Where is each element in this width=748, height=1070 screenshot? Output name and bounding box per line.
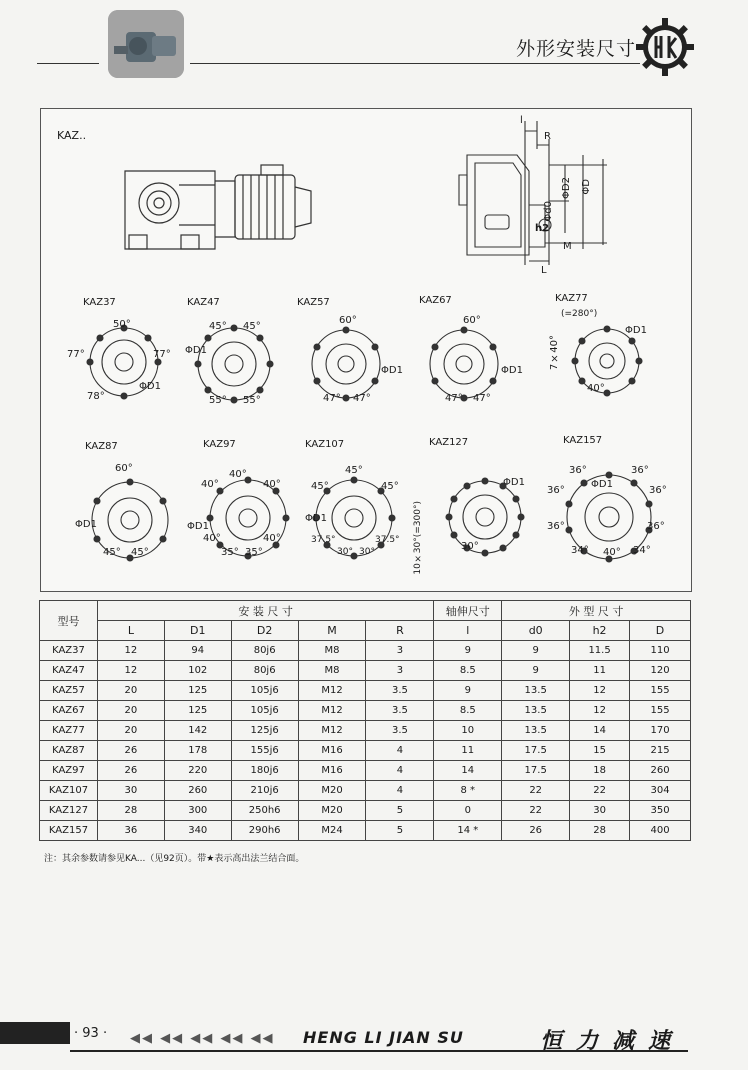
value-cell: 120 — [630, 661, 691, 681]
value-cell: 155 — [630, 681, 691, 701]
flange-angle: 7×40° — [549, 335, 560, 371]
value-cell: 30 — [97, 781, 164, 801]
dimension-table — [39, 600, 691, 841]
value-cell: 125 — [164, 681, 231, 701]
col-header: d0 — [502, 621, 570, 641]
value-cell: 13.5 — [502, 721, 570, 741]
value-cell: 13.5 — [502, 701, 570, 721]
value-cell: 26 — [502, 821, 570, 841]
value-cell: 80j6 — [231, 661, 298, 681]
flange-angle: 30° — [359, 547, 375, 557]
flange-angle: 40° — [263, 533, 281, 544]
flange-angle: 40° — [603, 547, 621, 558]
value-cell: 304 — [630, 781, 691, 801]
flange-angle: 45° — [131, 547, 149, 558]
flange-diameter: ΦD1 — [139, 381, 161, 392]
col-header: D1 — [164, 621, 231, 641]
table-row — [40, 641, 691, 661]
value-cell: M12 — [298, 681, 366, 701]
flange-angle: 30° — [461, 541, 479, 552]
value-cell: 8 * — [434, 781, 502, 801]
flange-angle: 34° — [633, 545, 651, 556]
drawing-frame — [40, 108, 692, 592]
flange-angle: 40° — [203, 533, 221, 544]
value-cell: 22 — [502, 781, 570, 801]
flange-angle: 60° — [115, 463, 133, 474]
value-cell: 5 — [366, 821, 434, 841]
value-cell: 26 — [97, 741, 164, 761]
flange-angle: 45° — [209, 321, 227, 332]
value-cell: 3.5 — [366, 681, 434, 701]
flange-angle: 36° — [547, 521, 565, 532]
flange-angle: 35° — [245, 547, 263, 558]
flange-angle: 40° — [229, 469, 247, 480]
table-row — [40, 681, 691, 701]
table-row — [40, 781, 691, 801]
value-cell: 26 — [97, 761, 164, 781]
col-header: M — [298, 621, 366, 641]
header-rule-left — [37, 63, 99, 64]
value-cell: 94 — [164, 641, 231, 661]
brand-name-english: HENG LI JIAN SU — [303, 1028, 464, 1047]
side-label-D: ΦD — [581, 179, 592, 195]
flange-angle: 40° — [263, 479, 281, 490]
value-cell: 20 — [97, 681, 164, 701]
flange-angle: 34° — [571, 545, 589, 556]
flange-angle: 30° — [337, 547, 353, 557]
flange-angle: 36° — [547, 485, 565, 496]
value-cell: 155j6 — [231, 741, 298, 761]
flange-angle: 77° — [67, 349, 85, 360]
flange-model: KAZ107 — [305, 439, 345, 450]
value-cell: 180j6 — [231, 761, 298, 781]
flange-angle: 36° — [631, 465, 649, 476]
flange-angle: 37.5° — [311, 535, 336, 545]
value-cell: 80j6 — [231, 641, 298, 661]
flange-angle: 35° — [221, 547, 239, 558]
gear-motor-photo — [108, 10, 184, 78]
value-cell: 4 — [366, 761, 434, 781]
side-label-d0: Φd0 — [543, 201, 554, 222]
table-row — [40, 761, 691, 781]
flange-angle: 55° — [243, 395, 261, 406]
value-cell: 340 — [164, 821, 231, 841]
value-cell: 290h6 — [231, 821, 298, 841]
model-cell: KAZ157 — [40, 821, 98, 841]
flange-angle: 45° — [381, 481, 399, 492]
value-cell: 22 — [502, 801, 570, 821]
value-cell: 30 — [570, 801, 630, 821]
flange-diameter: ΦD1 — [503, 477, 525, 488]
col-header: L — [97, 621, 164, 641]
value-cell: M12 — [298, 701, 366, 721]
side-label-l: l — [520, 115, 523, 126]
flange-model: KAZ157 — [563, 435, 603, 446]
value-cell: 260 — [630, 761, 691, 781]
flange-diameter: ΦD1 — [185, 345, 207, 356]
flange-angle: 36° — [649, 485, 667, 496]
value-cell: 14 * — [434, 821, 502, 841]
flange-diameter: ΦD1 — [501, 365, 523, 376]
value-cell: 220 — [164, 761, 231, 781]
model-cell: KAZ97 — [40, 761, 98, 781]
model-cell: KAZ107 — [40, 781, 98, 801]
value-cell: 178 — [164, 741, 231, 761]
value-cell: 0 — [434, 801, 502, 821]
table-row — [40, 701, 691, 721]
model-cell: KAZ127 — [40, 801, 98, 821]
value-cell: M20 — [298, 781, 366, 801]
value-cell: 260 — [164, 781, 231, 801]
table-row — [40, 821, 691, 841]
flange-angle: 36° — [647, 521, 665, 532]
value-cell: 12 — [97, 661, 164, 681]
value-cell: 36 — [97, 821, 164, 841]
col-header: l — [434, 621, 502, 641]
header-group-shaft: 轴伸尺寸 — [434, 601, 502, 621]
value-cell: 12 — [97, 641, 164, 661]
footer-bar — [0, 1022, 70, 1044]
flange-angle: 55° — [209, 395, 227, 406]
value-cell: 215 — [630, 741, 691, 761]
side-label-D2: ΦD2 — [561, 177, 572, 199]
flange-angle: 60° — [339, 315, 357, 326]
flange-diagram — [421, 321, 507, 407]
flange-model: KAZ127 — [429, 437, 469, 448]
value-cell: 15 — [570, 741, 630, 761]
value-cell: 102 — [164, 661, 231, 681]
value-cell: 17.5 — [502, 741, 570, 761]
value-cell: 17.5 — [502, 761, 570, 781]
value-cell: M8 — [298, 661, 366, 681]
flange-angle: 37.5° — [375, 535, 400, 545]
value-cell: M16 — [298, 761, 366, 781]
value-cell: M20 — [298, 801, 366, 821]
flange-diameter: ΦD1 — [305, 513, 327, 524]
col-header: R — [366, 621, 434, 641]
flange-angle: 45° — [345, 465, 363, 476]
flange-model: KAZ47 — [187, 297, 220, 308]
value-cell: 4 — [366, 741, 434, 761]
value-cell: 125 — [164, 701, 231, 721]
value-cell: 11.5 — [570, 641, 630, 661]
flange-diagram — [303, 321, 389, 407]
value-cell: 28 — [97, 801, 164, 821]
value-cell: 3.5 — [366, 721, 434, 741]
flange-model: KAZ77 — [555, 293, 588, 304]
value-cell: M12 — [298, 721, 366, 741]
flange-angle: 77° — [153, 349, 171, 360]
flange-angle: 40° — [201, 479, 219, 490]
value-cell: 300 — [164, 801, 231, 821]
value-cell: 210j6 — [231, 781, 298, 801]
gear-motor-side-view — [453, 115, 613, 285]
value-cell: 4 — [366, 781, 434, 801]
flange-angle: 60° — [463, 315, 481, 326]
flange-angle: 10×30°(=300°) — [413, 501, 423, 575]
company-logo-gear-icon — [636, 18, 694, 76]
value-cell: 3 — [366, 641, 434, 661]
product-photo — [108, 10, 184, 78]
value-cell: 11 — [434, 741, 502, 761]
value-cell: 350 — [630, 801, 691, 821]
flange-model: KAZ37 — [83, 297, 116, 308]
value-cell: 9 — [434, 681, 502, 701]
gear-motor-front-view — [119, 163, 324, 263]
value-cell: 18 — [570, 761, 630, 781]
flange-diameter: ΦD1 — [187, 521, 209, 532]
model-cell: KAZ37 — [40, 641, 98, 661]
flange-diameter: ΦD1 — [381, 365, 403, 376]
flange-angle: 47° — [445, 393, 463, 404]
page-number: · 93 · — [74, 1026, 108, 1041]
brand-name-chinese: 恒力减速 — [540, 1029, 685, 1054]
side-label-h2: h2 — [535, 223, 550, 234]
flange-angle: 45° — [311, 481, 329, 492]
flange-model: KAZ97 — [203, 439, 236, 450]
flange-diameter: ΦD1 — [591, 479, 613, 490]
page-title: 外形安装尺寸 — [515, 38, 636, 60]
value-cell: 8.5 — [434, 661, 502, 681]
value-cell: 22 — [570, 781, 630, 801]
table-row — [40, 661, 691, 681]
value-cell: 11 — [570, 661, 630, 681]
value-cell: 13.5 — [502, 681, 570, 701]
value-cell: 3.5 — [366, 701, 434, 721]
arrow-left-icons: ◀◀ ◀◀ ◀◀ ◀◀ ◀◀ — [130, 1031, 275, 1046]
value-cell: 8.5 — [434, 701, 502, 721]
value-cell: 125j6 — [231, 721, 298, 741]
flange-angle: 47° — [323, 393, 341, 404]
value-cell: 14 — [570, 721, 630, 741]
table-row — [40, 741, 691, 761]
model-cell: KAZ67 — [40, 701, 98, 721]
side-label-L: L — [541, 265, 547, 276]
model-cell: KAZ87 — [40, 741, 98, 761]
model-cell: KAZ77 — [40, 721, 98, 741]
value-cell: 250h6 — [231, 801, 298, 821]
col-header: D — [630, 621, 691, 641]
model-cell: KAZ47 — [40, 661, 98, 681]
header-rule-right — [190, 63, 640, 64]
flange-diameter: ΦD1 — [625, 325, 647, 336]
value-cell: 110 — [630, 641, 691, 661]
footnote: 注：其余参数请参见KA...（见92页）。带★表示高出法兰结合面。 — [44, 854, 305, 864]
value-cell: 28 — [570, 821, 630, 841]
value-cell: 3 — [366, 661, 434, 681]
value-cell: 20 — [97, 701, 164, 721]
value-cell: 10 — [434, 721, 502, 741]
side-label-R: R — [544, 131, 551, 142]
flange-model: KAZ67 — [419, 295, 452, 306]
flange-angle: 78° — [87, 391, 105, 402]
dimension-table-body — [40, 641, 691, 841]
flange-angle: 47° — [473, 393, 491, 404]
model-cell: KAZ57 — [40, 681, 98, 701]
flange-angle: 47° — [353, 393, 371, 404]
flange-angle: 40° — [587, 383, 605, 394]
flange-model: KAZ57 — [297, 297, 330, 308]
col-header: D2 — [231, 621, 298, 641]
value-cell: M24 — [298, 821, 366, 841]
value-cell: 12 — [570, 701, 630, 721]
flange-diameter: ΦD1 — [75, 519, 97, 530]
value-cell: 142 — [164, 721, 231, 741]
flange-angle: 36° — [569, 465, 587, 476]
header-group-outline: 外 型 尺 寸 — [502, 601, 691, 621]
header-group-install: 安 装 尺 寸 — [97, 601, 433, 621]
value-cell: 9 — [502, 661, 570, 681]
value-cell: 14 — [434, 761, 502, 781]
side-label-M: M — [563, 241, 572, 252]
value-cell: 170 — [630, 721, 691, 741]
flange-model: KAZ87 — [85, 441, 118, 452]
flange-angle: 45° — [103, 547, 121, 558]
value-cell: 12 — [570, 681, 630, 701]
value-cell: 5 — [366, 801, 434, 821]
value-cell: 20 — [97, 721, 164, 741]
table-row — [40, 721, 691, 741]
flange-angle: 50° — [113, 319, 131, 330]
value-cell: 400 — [630, 821, 691, 841]
flange-angle: (=280°) — [561, 309, 598, 319]
value-cell: M8 — [298, 641, 366, 661]
value-cell: M16 — [298, 741, 366, 761]
flange-diagram — [189, 319, 279, 409]
series-label: KAZ.. — [57, 129, 87, 142]
value-cell: 105j6 — [231, 701, 298, 721]
value-cell: 105j6 — [231, 681, 298, 701]
header-model: 型号 — [40, 601, 98, 641]
value-cell: 9 — [502, 641, 570, 661]
value-cell: 9 — [434, 641, 502, 661]
value-cell: 155 — [630, 701, 691, 721]
flange-angle: 45° — [243, 321, 261, 332]
flange-diagram — [83, 473, 177, 567]
col-header: h2 — [570, 621, 630, 641]
table-row — [40, 801, 691, 821]
